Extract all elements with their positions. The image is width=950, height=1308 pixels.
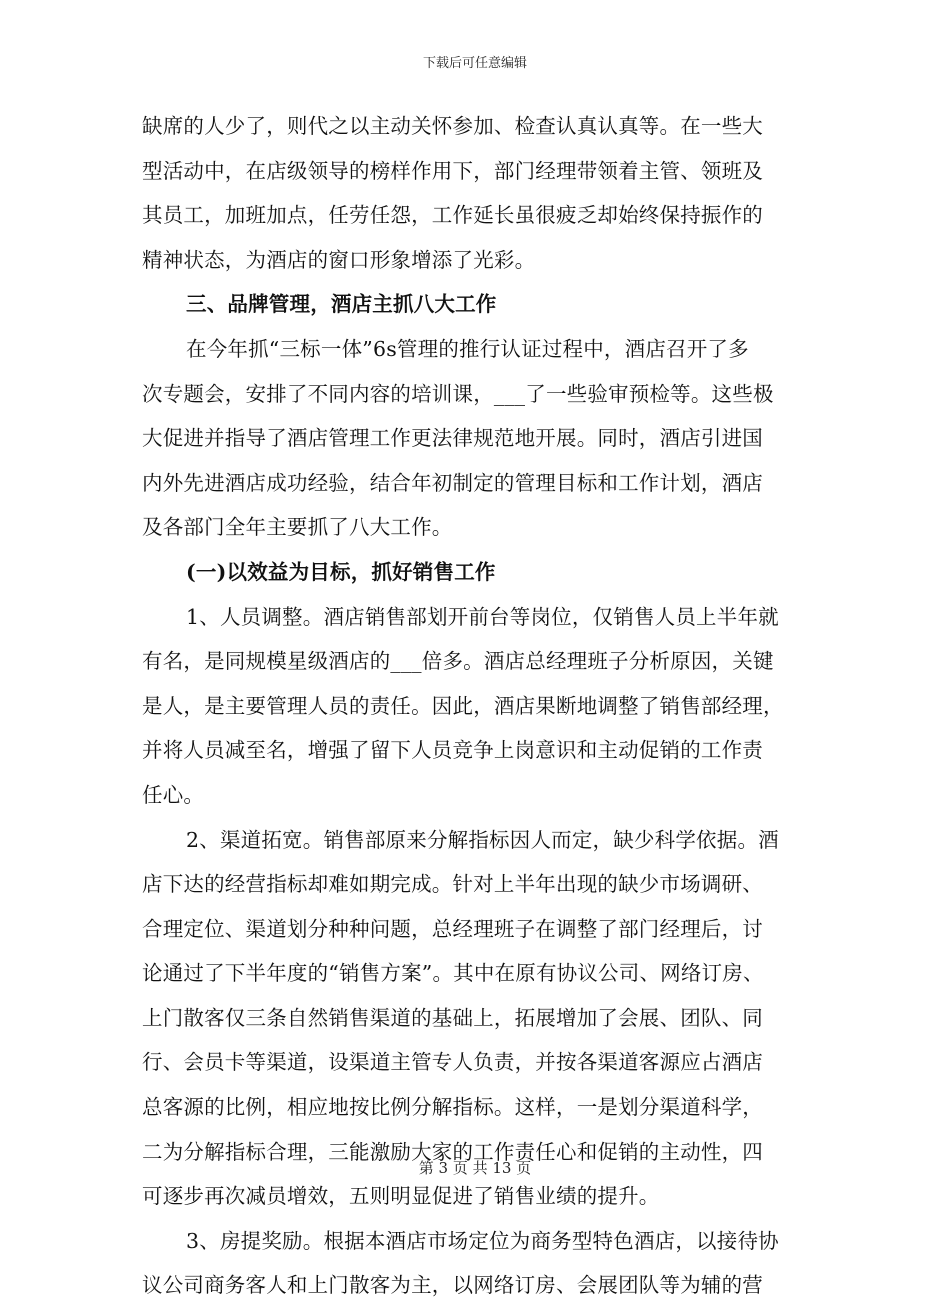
text-line: 2、渠道拓宽。销售部原来分解指标因人而定，缺少科学依据。酒 — [186, 827, 779, 852]
text-line: 可逐步再次减员增效，五则明显促进了销售业绩的提升。 — [142, 1184, 660, 1209]
text-line: 内外先进酒店成功经验，结合年初制定的管理目标和工作计划，酒店 — [142, 470, 763, 495]
text-line: 及各部门全年主要抓了八大工作。 — [142, 515, 453, 540]
text-line: 议公司商务客人和上门散客为主，以网络订房、会展团队等为辅的营 — [142, 1273, 763, 1298]
text-line: 精神状态，为酒店的窗口形象增添了光彩。 — [142, 247, 536, 272]
text-line: 上门散客仅三条自然销售渠道的基础上，拓展增加了会展、团队、同 — [142, 1005, 763, 1030]
text-line: 行、会员卡等渠道，设渠道主管专人负责，并按各渠道客源应占酒店 — [142, 1050, 763, 1075]
text-line: 合理定位、渠道划分种种问题，总经理班子在调整了部门经理后，讨 — [142, 916, 763, 941]
text-line: 在今年抓“三标一体”6s管理的推行认证过程中，酒店召开了多 — [186, 336, 749, 361]
text-line: 二为分解指标合理，三能激励大家的工作责任心和促销的主动性，四 — [142, 1139, 763, 1164]
text-line: 3、房提奖励。根据本酒店市场定位为商务型特色酒店，以接待协 — [186, 1228, 779, 1253]
text-line: 并将人员减至名，增强了留下人员竞争上岗意识和主动促销的工作责 — [142, 738, 763, 763]
text-line: 是人，是主要管理人员的责任。因此，酒店果断地调整了销售部经理， — [142, 693, 784, 718]
page-footer: 第 3 页 共 13 页 — [418, 1159, 532, 1177]
text-line: 店下达的经营指标却难如期完成。针对上半年出现的缺少市场调研、 — [142, 872, 763, 897]
text-line: 任心。 — [142, 782, 205, 807]
text-line: 有名，是同规模星级酒店的___倍多。酒店总经理班子分析原因，关键 — [142, 649, 774, 674]
document-body — [142, 104, 812, 1308]
section-heading: 三、品牌管理，酒店主抓八大工作 — [186, 292, 497, 317]
text-line: 次专题会，安排了不同内容的培训课，___了一些验审预检等。这些极 — [142, 381, 774, 406]
text-line: 缺席的人少了，则代之以主动关怀参加、检查认真认真等。在一些大 — [142, 114, 763, 138]
text-line: 1、人员调整。酒店销售部划开前台等岗位，仅销售人员上半年就 — [186, 604, 779, 629]
page-header: 下载后可任意编辑 — [422, 56, 527, 71]
text-line: 大促进并指导了酒店管理工作更法律规范地开展。同时，酒店引进国 — [142, 426, 763, 451]
text-line: 其员工，加班加点，任劳任怨，工作延长虽很疲乏却始终保持振作的 — [142, 203, 763, 228]
text-line: 型活动中，在店级领导的榜样作用下，部门经理带领着主管、领班及 — [142, 158, 763, 183]
text-line: 论通过了下半年度的“销售方案”。其中在原有协议公司、网络订房、 — [142, 961, 764, 986]
text-line: 总客源的比例，相应地按比例分解指标。这样，一是划分渠道科学， — [142, 1095, 763, 1120]
subsection-heading: (一)以效益为目标，抓好销售工作 — [186, 559, 496, 584]
